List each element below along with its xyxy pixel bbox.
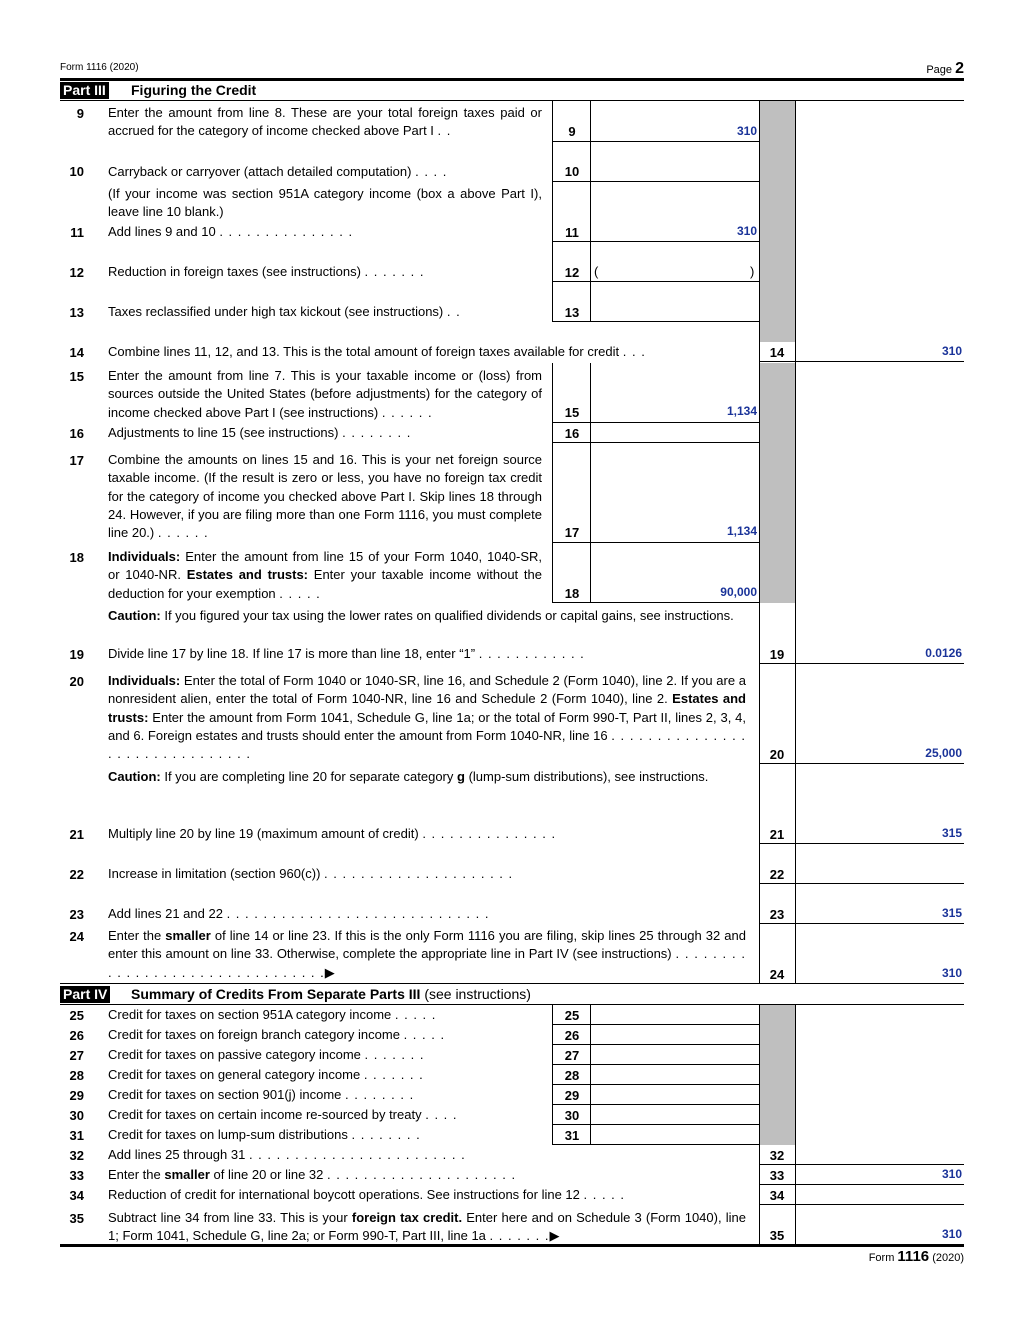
line-24-amount[interactable]: 310 [941,966,962,980]
rule [759,1164,964,1165]
line-30-text: Credit for taxes on certain income re-sourced by treaty . . . . [108,1107,458,1122]
line-17-text: Combine the amounts on lines 15 and 16. This is your net foreign source taxable income. (If the result is zero or less, you have no foreign tax credit for the category of income you checked above Part I. Skip lines 18 through 24. However, if you are filing more than one Form 1116, you must complete line 20.) . . . . . . [108,452,542,541]
line-number: 29 [69,1088,84,1103]
line-24-text: Enter the smaller of line 14 or line 23. If this is the only Form 1116 you are filing, skip lines 25 through 32 and enter this amount on line 33. Otherwise, complete the appropriate line in Part IV (see instructions) . . . . . . . . . . . . . . . . . . . . . . . . . . . . . . . .▶ [108,928,746,980]
box-label: 35 [769,1228,785,1243]
part4-title: Summary of Credits From Separate Parts III (see instructions) [131,986,531,1002]
box-label: 28 [564,1068,580,1083]
line-number: 34 [69,1188,84,1203]
rule [759,1184,964,1185]
line-number: 27 [69,1048,84,1063]
line-23-text: Add lines 21 and 22 . . . . . . . . . . . . . . . . . . . . . . . . . . . . . [108,906,490,921]
footer-rule [60,1244,964,1247]
rule [759,883,964,884]
page-number: Page 2 [926,60,964,77]
part4-label: Part IV [60,986,110,1003]
box-label: 25 [564,1008,580,1023]
rule [552,1084,760,1085]
line-10-note: (If your income was section 951A category income (box a above Part I), leave line 10 blank.) [108,186,542,220]
line-35-amount[interactable]: 310 [941,1227,962,1241]
rule [552,281,760,282]
line-number: 17 [69,453,84,468]
rule [552,1104,760,1105]
rule [759,763,964,764]
line-number: 24 [69,929,84,944]
line-number: 32 [69,1148,84,1163]
line-number: 20 [69,674,84,689]
rule [759,923,964,924]
rule [552,1044,760,1045]
box-label: 17 [564,525,580,540]
line-27-text: Credit for taxes on passive category income . . . . . . . [108,1047,425,1062]
line-number: 35 [69,1211,84,1226]
header-rule [60,78,964,81]
rule [552,1124,760,1125]
line-11-amount[interactable]: 310 [736,224,757,238]
form-header-label: Form 1116 (2020) [60,62,139,73]
line-number: 12 [69,265,84,280]
line-20-amount[interactable]: 25,000 [925,746,962,760]
line-number: 14 [69,345,84,360]
box-label: 14 [769,345,785,360]
box-label: 18 [564,586,580,601]
rule [759,663,964,664]
line-number: 18 [69,550,84,565]
shaded-column [760,1005,795,1145]
line-19-text: Divide line 17 by line 18. If line 17 is more than line 18, enter “1” . . . . . . . . . . . . [108,646,585,661]
line-17-amount[interactable]: 1,134 [726,524,757,538]
line-number: 9 [76,106,84,121]
close-paren: ) [750,264,755,279]
box-label: 23 [769,907,785,922]
divider [759,1005,760,1245]
caution-note: Caution: If you figured your tax using the lower rates on qualified dividends or capital gains, see instructions. [108,608,734,623]
rule [759,843,964,844]
line-15-text: Enter the amount from line 7. This is your taxable income or (loss) from sources outside the United States (before adjustments) for the category of income checked above Part I (see instructions) . . . . . . [108,368,542,420]
line-number: 31 [69,1128,84,1143]
line-number: 33 [69,1168,84,1183]
line-31-text: Credit for taxes on lump-sum distributions . . . . . . . . [108,1127,421,1142]
line-11-text: Add lines 9 and 10 . . . . . . . . . . . . . . . [108,224,354,239]
line-10-text: Carryback or carryover (attach detailed computation) . . . . [108,164,448,179]
line-18-amount[interactable]: 90,000 [720,585,757,599]
part4-top-rule [60,983,964,984]
line-33-amount[interactable]: 310 [941,1167,962,1181]
line-number: 21 [69,827,84,842]
part4-heading-rule [60,1004,964,1005]
box-label: 29 [564,1088,580,1103]
box-label: 20 [769,747,785,762]
divider [590,363,591,603]
line-21-amount[interactable]: 315 [941,826,962,840]
line-12-text: Reduction in foreign taxes (see instructions) . . . . . . . [108,264,425,279]
line-21-text: Multiply line 20 by line 19 (maximum amount of credit) . . . . . . . . . . . . . . . [108,826,557,841]
box-label: 21 [769,827,785,842]
line-number: 23 [69,907,84,922]
rule [552,1064,760,1065]
part3-heading-rule [60,100,964,101]
line-number: 15 [69,369,84,384]
line-9-amount[interactable]: 310 [736,124,757,138]
line-14-text: Combine lines 11, 12, and 13. This is the total amount of foreign taxes available for credit . . . [108,344,646,359]
box-label: 32 [769,1148,785,1163]
line-16-text: Adjustments to line 15 (see instructions) . . . . . . . . [108,425,412,440]
box-label: 24 [769,967,785,982]
line-number: 26 [69,1028,84,1043]
line-28-text: Credit for taxes on general category income . . . . . . . [108,1067,424,1082]
line-34-text: Reduction of credit for international boycott operations. See instructions for line 12 . . . . . [108,1187,626,1202]
rule [552,1144,760,1145]
line-13-text: Taxes reclassified under high tax kickout (see instructions) . . [108,304,461,319]
line-number: 10 [69,164,84,179]
box-label: 19 [769,647,785,662]
line-number: 22 [69,867,84,882]
line-9-text: Enter the amount from line 8. These are your total foreign taxes paid or accrued for the category of income checked above Part I . . [108,105,542,139]
box-label: 22 [769,867,785,882]
box-label: 15 [564,405,580,420]
line-number: 16 [69,426,84,441]
line-number: 25 [69,1008,84,1023]
line-23-amount[interactable]: 315 [941,906,962,920]
line-26-text: Credit for taxes on foreign branch category income . . . . . [108,1027,446,1042]
line-number: 13 [69,305,84,320]
divider [795,101,796,342]
open-paren: ( [594,264,599,279]
divider [795,1005,796,1245]
box-label: 11 [565,225,579,240]
part3-title: Figuring the Credit [131,82,257,98]
box-label: 27 [564,1048,580,1063]
caution-note: Caution: If you are completing line 20 for separate category g (lump-sum distributions), see instructions. [108,769,709,784]
divider [552,363,553,603]
line-18-text: Individuals: Enter the amount from line 15 of your Form 1040, 1040-SR, or 1040-NR. Estates and trusts: Enter your taxable income without the deduction for your exemption . . . . . [108,549,542,601]
line-14-amount[interactable]: 310 [941,344,962,358]
form-footer: Form 1116 (2020) [868,1248,964,1265]
rule [552,181,760,182]
line-35-text: Subtract line 34 from line 33. This is your foreign tax credit. Enter here and on Schedule 3 (Form 1040), line 1; Form 1041, Schedule G, line 2a; or Form 990-T, Part III, line 1a . . . . . . .▶ [108,1210,746,1244]
box-label: 16 [564,426,580,441]
box-label: 10 [564,164,580,179]
line-19-amount[interactable]: 0.0126 [925,646,962,660]
line-20-text: Individuals: Enter the total of Form 1040 or 1040-SR, line 16, and Schedule 2 (Form 1040), line 2. If you are a nonresident alien, enter the total of Form 1040-NR, line 16 and Schedule 2 (Form 1040), line 2. Estates and trusts: Enter the amount from Form 1041, Schedule G, line 1a; or the total of Form 990-T, Part II, lines 2, 3, 4, and 6. Foreign estates and trusts should enter the amount from Form 1040-NR, line 16 . . . . . . . . . . . . . . . . . . . . . . . . . . . . . . . [108,673,746,762]
rule [552,602,760,603]
line-25-text: Credit for taxes on section 951A category income . . . . . [108,1007,437,1022]
rule [759,1204,964,1205]
rule [552,1024,760,1025]
rule [552,241,760,242]
box-label: 34 [769,1188,785,1203]
line-22-text: Increase in limitation (section 960(c)) . . . . . . . . . . . . . . . . . . . . . [108,866,514,881]
line-number: 30 [69,1108,84,1123]
line-number: 11 [70,225,84,240]
box-label: 31 [564,1128,580,1143]
rule [552,542,760,543]
part3-label: Part III [60,82,109,99]
rule [759,361,964,362]
box-label: 13 [564,305,580,320]
rule [552,141,760,142]
rule [552,321,760,322]
rule [552,442,760,443]
line-number: 19 [69,647,84,662]
box-label: 30 [564,1108,580,1123]
shaded-column [760,101,795,342]
line-number: 28 [69,1068,84,1083]
divider [759,101,760,342]
box-label: 33 [769,1168,785,1183]
box-label: 9 [568,124,576,139]
rule [552,422,760,423]
line-32-text: Add lines 25 through 31 . . . . . . . . . . . . . . . . . . . . . . . . [108,1147,466,1162]
shaded-column [760,363,795,603]
line-29-text: Credit for taxes on section 901(j) income . . . . . . . . [108,1087,415,1102]
box-label: 12 [564,265,580,280]
line-15-amount[interactable]: 1,134 [726,404,757,418]
box-label: 26 [564,1028,580,1043]
line-33-text: Enter the smaller of line 20 or line 32 . . . . . . . . . . . . . . . . . . . . . [108,1167,517,1182]
